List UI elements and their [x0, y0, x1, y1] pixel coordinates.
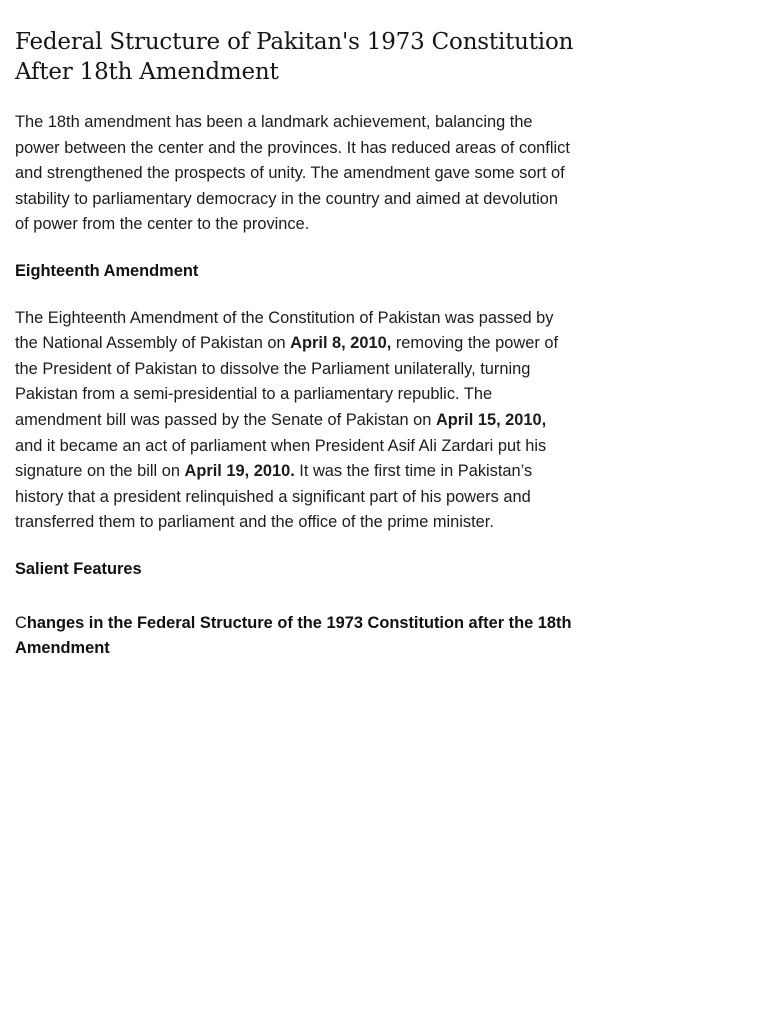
amendment-text-part3: and it became an act of parliament when President Asif Ali Zardari put his signature on the bill on	[15, 436, 547, 481]
intro-paragraph: The 18th amendment has been a landmark achievement, balancing the power between the center and the provinces. It has reduced areas of conflict and strengthened the prospects of unity. The amendment gave some sort of stability to parliamentary democracy in the country and aimed at devolution of power from the center to the province.	[15, 113, 570, 234]
document-body	[15, 28, 575, 662]
amendment-paragraph	[15, 306, 575, 536]
section-heading-federal-changes	[15, 611, 575, 662]
heading-rest: hanges in the Federal Structure of the 1973 Constitution after the 18th Amendment	[15, 613, 572, 658]
date-april-15: April 15, 2010,	[435, 410, 547, 429]
amendment-text-part1: The Eighteenth Amendment of the Constitution of Pakistan was passed by the National Assembly of Pakistan on	[15, 308, 554, 353]
date-april-8: April 8, 2010,	[290, 334, 392, 353]
section-heading-eighteenth-amendment: Eighteenth Amendment	[15, 261, 199, 280]
page-title: Federal Structure of Pakitan's 1973 Constitution After 18th Amendment	[15, 29, 574, 85]
heading-first-letter: C	[15, 613, 27, 632]
date-april-19: April 19, 2010.	[184, 462, 295, 481]
section-heading-salient-features: Salient Features	[15, 559, 142, 578]
amendment-text-part2: removing the power of the President of Pakistan to dissolve the Parliament unilaterally, turning Pakistan from a semi-presidential to a parliamentary republic. The amendment bill was passed by the Senate of Pakistan on	[15, 334, 559, 429]
amendment-text-part4: It was the first time in Pakistan’s history that a president relinquished a significant part of his powers and transferred them to parliament and the office of the prime minister.	[15, 462, 533, 532]
